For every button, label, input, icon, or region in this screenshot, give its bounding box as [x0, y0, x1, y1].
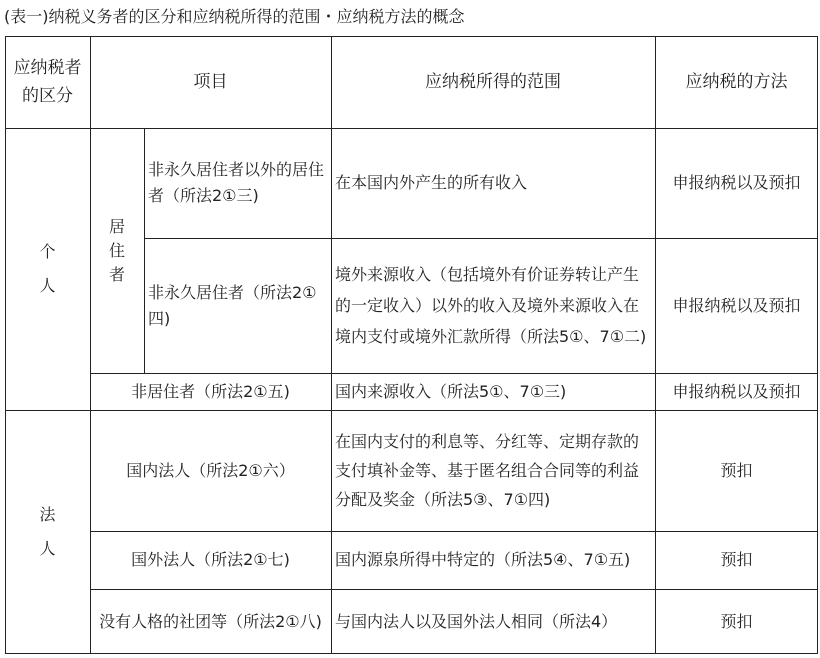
row-method: 申报纳税以及预扣 [655, 128, 818, 238]
row-method: 申报纳税以及预扣 [655, 238, 818, 373]
tax-table [5, 36, 818, 654]
row-item: 非永久居住者（所法2①四) [144, 238, 331, 373]
grid-line [144, 128, 145, 373]
table-caption: (表一)纳税义务者的区分和应纳税所得的范围・应纳税方法的概念 [4, 7, 465, 26]
group-corporate [5, 410, 90, 654]
row-scope: 在国内支付的利息等、分红等、定期存款的支付填补金等、基于匿名组合合同等的利益分配及奖金（所法5③、7①四) [331, 410, 655, 531]
grid-line [655, 36, 656, 654]
header-item: 项目 [90, 36, 331, 128]
row-item: 国内法人（所法2①六） [90, 410, 331, 531]
vertical-char: 居 [108, 216, 125, 236]
subgroup-resident [90, 128, 144, 373]
row-scope: 国内源泉所得中特定的（所法5④、7①五) [331, 531, 655, 589]
row-method: 预扣 [655, 410, 818, 531]
row-scope: 与国内法人以及国外法人相同（所法4） [331, 589, 655, 654]
row-method: 预扣 [655, 531, 818, 589]
grid-line [5, 36, 818, 37]
vertical-char: 法 [39, 505, 56, 524]
vertical-char: 个 [39, 242, 56, 261]
row-item: 没有人格的社团等（所法2①八) [90, 589, 331, 654]
row-scope: 在本国内外产生的所有收入 [331, 128, 655, 238]
grid-line [90, 589, 818, 590]
row-method: 申报纳税以及预扣 [655, 373, 818, 410]
row-item: 国外法人（所法2①七) [90, 531, 331, 589]
row-scope: 境外来源收入（包括境外有价证券转让产生的一定收入）以外的收入及境外来源收入在境内支付或境外汇款所得（所法5①、7①二) [331, 238, 655, 373]
grid-line [90, 531, 818, 532]
grid-line [90, 36, 91, 654]
row-scope: 国内来源收入（所法5①、7①三) [331, 373, 655, 410]
grid-line [5, 410, 818, 411]
row-item: 非永久居住者以外的居住者（所法2①三) [144, 128, 331, 238]
vertical-char: 人 [39, 276, 56, 295]
grid-line [5, 128, 818, 129]
grid-line [5, 653, 818, 654]
group-individual [5, 128, 90, 410]
vertical-char: 住 [108, 240, 125, 260]
header-scope: 应纳税所得的范围 [331, 36, 655, 128]
vertical-char: 人 [39, 539, 56, 558]
row-item: 非居住者（所法2①五) [90, 373, 331, 410]
vertical-char: 者 [108, 264, 125, 284]
grid-line [90, 373, 818, 374]
header-category: 应纳税者的区分 [5, 36, 90, 128]
header-method: 应纳税的方法 [655, 36, 818, 128]
grid-line [144, 238, 818, 239]
row-method: 预扣 [655, 589, 818, 654]
grid-line [331, 36, 332, 654]
